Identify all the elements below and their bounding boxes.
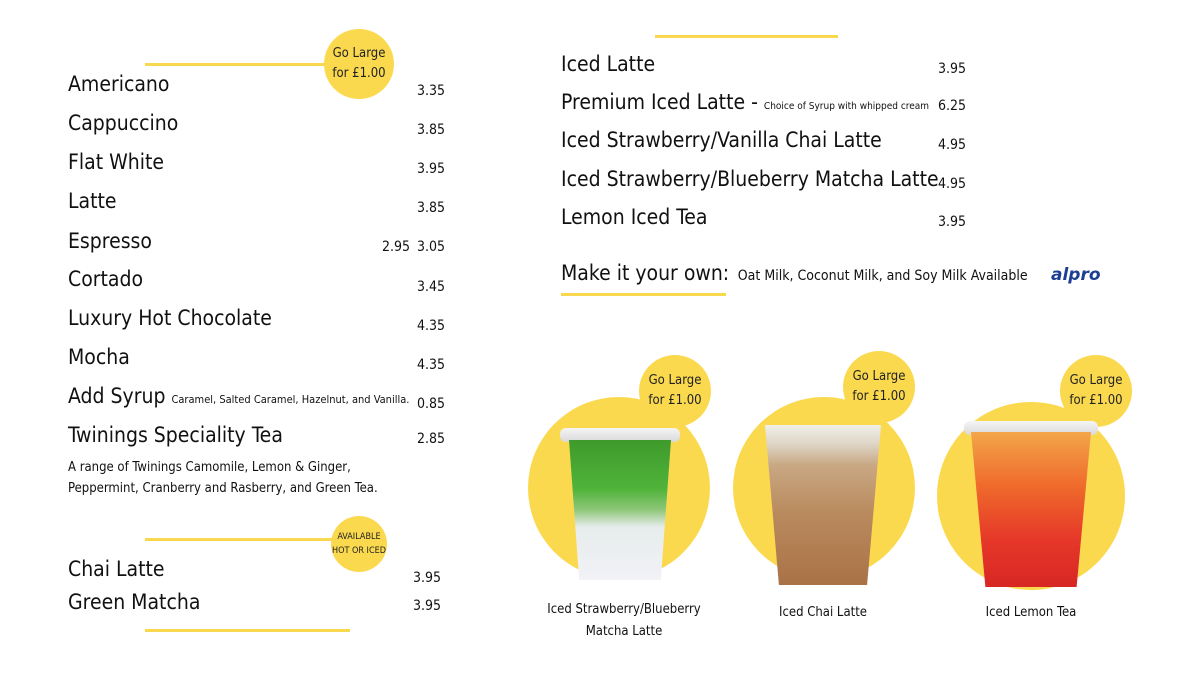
- menu-item-iced-chai-latte: Iced Strawberry/Vanilla Chai Latte: [561, 128, 882, 152]
- chai-cup-icon: [765, 425, 881, 585]
- cup-lid-matcha: [560, 428, 680, 442]
- price-espresso: 3.05: [417, 239, 446, 255]
- menu-item-cappuccino: Cappuccino: [68, 111, 179, 135]
- tea-description: [68, 457, 378, 499]
- menu-item-flat-white: Flat White: [68, 150, 165, 174]
- badge-line-2: HOT OR ICED: [332, 546, 386, 556]
- price-twinings-tea: 2.85: [417, 431, 446, 447]
- price-premium-iced-latte: 6.25: [938, 98, 967, 114]
- menu-item-iced-matcha-latte: Iced Strawberry/Blueberry Matcha Latte: [561, 167, 939, 191]
- tea-description-line-2: Peppermint, Cranberry and Rasberry, and Green Tea.: [68, 481, 378, 496]
- price-latte: 3.85: [417, 200, 446, 216]
- available-hot-or-iced-badge: [331, 516, 387, 572]
- badge-line-2: for £1.00: [332, 66, 386, 81]
- add-syrup-note: Caramel, Salted Caramel, Hazelnut, and Vanilla.: [171, 393, 410, 406]
- go-large-badge-hot: [324, 29, 394, 99]
- lemon-tea-cup-icon: [971, 432, 1091, 587]
- chai-divider: [145, 538, 335, 541]
- menu-item-iced-latte: Iced Latte: [561, 52, 656, 76]
- badge-line-1: AVAILABLE: [337, 532, 381, 542]
- add-syrup-label: Add Syrup: [68, 384, 166, 408]
- premium-iced-latte-label: Premium Iced Latte -: [561, 90, 758, 114]
- menu-item-twinings-tea: Twinings Speciality Tea: [68, 423, 283, 447]
- menu-item-luxury-hot-chocolate: Luxury Hot Chocolate: [68, 306, 272, 330]
- go-large-badge-chai: [843, 351, 915, 423]
- top-left-divider: [145, 63, 335, 66]
- price-chai-latte: 3.95: [413, 570, 442, 586]
- price-iced-chai-latte: 4.95: [938, 137, 967, 153]
- make-own-label: Make it your own:: [561, 261, 730, 285]
- drink-caption-lemon-tea: [931, 602, 1131, 624]
- price-mocha: 4.35: [417, 357, 446, 373]
- price-flat-white: 3.95: [417, 161, 446, 177]
- badge-line-2: for £1.00: [852, 389, 906, 404]
- bottom-left-divider: [145, 629, 350, 632]
- badge-line-1: Go Large: [852, 369, 906, 384]
- make-own-underline: [561, 293, 726, 296]
- make-own-text: Oat Milk, Coconut Milk, and Soy Milk Available: [737, 268, 1028, 284]
- drink-caption-matcha: [524, 599, 724, 643]
- caption-line-1: Iced Chai Latte: [779, 605, 867, 620]
- price-cappuccino: 3.85: [417, 122, 446, 138]
- menu-item-espresso: Espresso: [68, 229, 152, 253]
- price-espresso-single: 2.95: [382, 239, 411, 255]
- alpro-logo: alpro: [1051, 265, 1101, 285]
- menu-item-green-matcha: Green Matcha: [68, 590, 201, 614]
- go-large-badge-lemon-tea: [1060, 355, 1132, 427]
- menu-item-latte: Latte: [68, 189, 117, 213]
- menu-item-lemon-iced-tea: Lemon Iced Tea: [561, 205, 708, 229]
- make-it-your-own: [561, 261, 1028, 285]
- price-americano: 3.35: [417, 83, 446, 99]
- tea-description-line-1: A range of Twinings Camomile, Lemon & Ginger,: [68, 460, 351, 475]
- menu-item-chai-latte: Chai Latte: [68, 557, 165, 581]
- badge-line-1: Go Large: [648, 373, 702, 388]
- price-iced-latte: 3.95: [938, 61, 967, 77]
- caption-line-2: Matcha Latte: [585, 624, 663, 639]
- price-green-matcha: 3.95: [413, 598, 442, 614]
- badge-line-2: for £1.00: [1069, 393, 1123, 408]
- menu-item-cortado: Cortado: [68, 267, 144, 291]
- price-lemon-iced-tea: 3.95: [938, 214, 967, 230]
- price-luxury-hot-chocolate: 4.35: [417, 318, 446, 334]
- go-large-badge-matcha: [639, 355, 711, 427]
- badge-line-1: Go Large: [332, 46, 386, 61]
- premium-iced-latte-note: Choice of Syrup with whipped cream: [763, 101, 930, 112]
- drink-caption-chai: [723, 602, 923, 624]
- menu-item-premium-iced-latte: [561, 89, 929, 120]
- price-iced-matcha-latte: 4.95: [938, 176, 967, 192]
- caption-line-1: Iced Strawberry/Blueberry: [547, 602, 701, 617]
- badge-line-2: for £1.00: [648, 393, 702, 408]
- matcha-cup-icon: [569, 440, 671, 580]
- price-cortado: 3.45: [417, 279, 446, 295]
- badge-line-1: Go Large: [1069, 373, 1123, 388]
- top-right-divider: [655, 35, 838, 38]
- menu-item-americano: Americano: [68, 72, 170, 96]
- menu-item-mocha: Mocha: [68, 345, 130, 369]
- menu-item-add-syrup: [68, 383, 409, 413]
- price-add-syrup: 0.85: [417, 396, 446, 412]
- caption-line-1: Iced Lemon Tea: [985, 605, 1077, 620]
